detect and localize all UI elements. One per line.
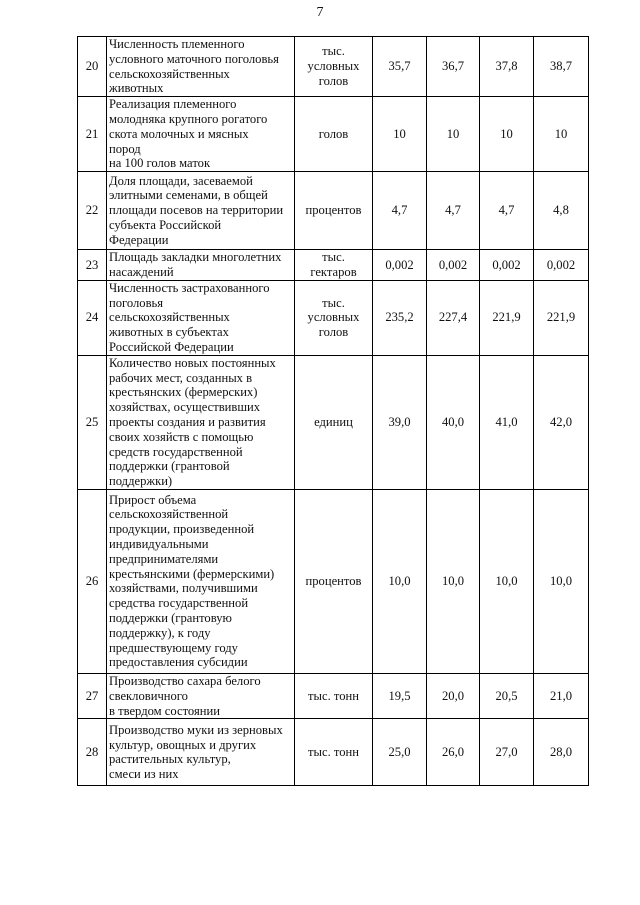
indicator-name — [107, 355, 295, 489]
indicator-value: 26,0 — [427, 719, 480, 786]
indicator-value: 10 — [427, 97, 480, 172]
unit-of-measure — [295, 97, 373, 172]
indicator-name-line: хозяйствах, осуществивших — [109, 400, 261, 415]
row-number: 23 — [78, 250, 107, 281]
row-number: 24 — [78, 280, 107, 355]
table-row — [78, 250, 589, 281]
indicator-name-line: поголовья — [109, 295, 164, 310]
indicator-name-line: животных в субъектах — [109, 325, 229, 340]
indicator-name-line: животных — [109, 81, 164, 96]
row-number: 26 — [78, 489, 107, 673]
indicator-value: 27,0 — [480, 719, 534, 786]
indicator-name-line: Федерации — [109, 232, 169, 247]
indicator-value: 227,4 — [427, 280, 480, 355]
unit-line: единиц — [314, 414, 353, 429]
unit-line: процентов — [305, 574, 362, 589]
indicator-value: 4,7 — [480, 172, 534, 250]
indicator-name-line: в твердом состоянии — [109, 703, 220, 718]
indicator-name-line: сельскохозяйственных — [109, 310, 230, 325]
unit-line: тыс. тонн — [308, 744, 359, 759]
page-number: 7 — [316, 5, 324, 20]
indicator-name-line: насаждений — [109, 264, 174, 279]
indicator-value: 20,5 — [480, 673, 534, 718]
indicator-name-line: поддержки (грантовую — [109, 611, 232, 626]
table-row — [78, 489, 589, 673]
indicator-name-line: Доля площади, засеваемой — [109, 173, 253, 188]
indicator-value: 19,5 — [373, 673, 427, 718]
indicator-value: 4,8 — [534, 172, 589, 250]
unit-line: голов — [318, 325, 349, 340]
indicator-value: 10,0 — [427, 489, 480, 673]
table-row — [78, 673, 589, 718]
indicator-name-line: Российской Федерации — [109, 339, 234, 354]
indicator-name-line: средств государственной — [109, 444, 243, 459]
indicator-value: 10,0 — [373, 489, 427, 673]
table-row — [78, 719, 589, 786]
indicator-value: 41,0 — [480, 355, 534, 489]
unit-line: тыс. — [322, 250, 345, 265]
indicator-name-line: поддержку), к году — [109, 625, 211, 640]
unit-of-measure — [295, 172, 373, 250]
indicator-value: 0,002 — [427, 250, 480, 281]
indicator-name — [107, 250, 295, 281]
indicator-name-line: культур, овощных и других — [109, 737, 257, 752]
indicator-name-line: Прирост объема — [109, 492, 197, 507]
indicator-name-line: поддержки) — [109, 474, 173, 489]
unit-of-measure — [295, 37, 373, 97]
indicator-name-line: предпринимателями — [109, 551, 219, 566]
indicator-name-line: сельскохозяйственной — [109, 507, 229, 522]
indicator-name — [107, 37, 295, 97]
row-number: 21 — [78, 97, 107, 172]
indicator-value: 4,7 — [427, 172, 480, 250]
table-row — [78, 97, 589, 172]
table-row — [78, 280, 589, 355]
unit-of-measure — [295, 719, 373, 786]
indicator-name-line: предшествующему году — [109, 640, 238, 655]
indicator-value: 221,9 — [534, 280, 589, 355]
indicator-value: 10 — [534, 97, 589, 172]
indicator-name-line: своих хозяйств с помощью — [109, 429, 254, 444]
indicator-name-line: крестьянскими (фермерскими) — [109, 566, 275, 581]
indicator-value: 38,7 — [534, 37, 589, 97]
unit-line: процентов — [305, 203, 362, 218]
table-row — [78, 37, 589, 97]
unit-of-measure — [295, 355, 373, 489]
indicator-value: 221,9 — [480, 280, 534, 355]
indicator-name-line: индивидуальными — [109, 537, 209, 552]
indicator-value: 25,0 — [373, 719, 427, 786]
unit-line: условных — [307, 59, 360, 74]
unit-line: тыс. — [322, 44, 345, 59]
indicator-name-line: хозяйствами, получившими — [109, 581, 258, 596]
indicator-value: 37,8 — [480, 37, 534, 97]
indicator-name-line: смеси из них — [109, 767, 179, 782]
indicator-value: 36,7 — [427, 37, 480, 97]
unit-of-measure — [295, 673, 373, 718]
row-number: 20 — [78, 37, 107, 97]
indicator-name-line: Численность застрахованного — [109, 280, 270, 295]
indicator-name-line: Численность племенного — [109, 37, 245, 51]
indicator-name-line: площади посевов на территории — [109, 203, 284, 218]
indicator-name-line: пород — [109, 141, 141, 156]
indicator-value: 10 — [373, 97, 427, 172]
unit-line: условных — [307, 310, 360, 325]
indicator-name-line: проекты создания и развития — [109, 414, 266, 429]
table-row — [78, 355, 589, 489]
indicator-name — [107, 280, 295, 355]
indicator-value: 0,002 — [480, 250, 534, 281]
indicator-value: 10,0 — [480, 489, 534, 673]
indicator-name-line: элитными семенами, в общей — [109, 188, 268, 203]
indicator-name-line: Площадь закладки многолетних — [109, 250, 282, 265]
indicators-table — [77, 36, 589, 786]
indicator-value: 235,2 — [373, 280, 427, 355]
indicator-value: 39,0 — [373, 355, 427, 489]
indicator-name-line: Количество новых постоянных — [109, 355, 276, 370]
indicator-name — [107, 489, 295, 673]
indicator-name-line: на 100 голов маток — [109, 156, 211, 171]
indicator-value: 20,0 — [427, 673, 480, 718]
unit-line: голов — [318, 126, 349, 141]
indicator-name — [107, 673, 295, 718]
row-number: 22 — [78, 172, 107, 250]
indicator-name-line: сельскохозяйственных — [109, 66, 230, 81]
indicator-value: 21,0 — [534, 673, 589, 718]
indicator-name-line: продукции, произведенной — [109, 522, 255, 537]
indicator-value: 10 — [480, 97, 534, 172]
indicator-value: 10,0 — [534, 489, 589, 673]
unit-line: голов — [318, 73, 349, 88]
indicator-name-line: средства государственной — [109, 596, 249, 611]
indicator-name — [107, 97, 295, 172]
indicator-name-line: скота молочных и мясных — [109, 126, 249, 141]
indicator-name-line: рабочих мест, созданных в — [109, 370, 253, 385]
indicator-name-line: свекловичного — [109, 688, 188, 703]
indicator-name-line: молодняка крупного рогатого — [109, 111, 268, 126]
unit-line: тыс. — [322, 295, 345, 310]
unit-of-measure — [295, 489, 373, 673]
indicator-name-line: субъекта Российской — [109, 218, 222, 233]
indicator-name-line: условного маточного поголовья — [109, 51, 279, 66]
indicator-value: 0,002 — [373, 250, 427, 281]
indicator-name-line: Реализация племенного — [109, 97, 237, 112]
indicator-value: 0,002 — [534, 250, 589, 281]
unit-of-measure — [295, 280, 373, 355]
indicator-value: 28,0 — [534, 719, 589, 786]
indicator-name-line: Производство муки из зерновых — [109, 722, 283, 737]
indicator-name-line: растительных культур, — [109, 752, 231, 767]
indicator-name — [107, 719, 295, 786]
indicator-value: 40,0 — [427, 355, 480, 489]
indicator-name-line: предоставления субсидии — [109, 655, 248, 670]
table-row — [78, 172, 589, 250]
unit-of-measure — [295, 250, 373, 281]
table-body — [78, 37, 589, 786]
row-number: 28 — [78, 719, 107, 786]
row-number: 25 — [78, 355, 107, 489]
row-number: 27 — [78, 673, 107, 718]
unit-line: гектаров — [310, 264, 357, 279]
unit-line: тыс. тонн — [308, 688, 359, 703]
indicator-value: 42,0 — [534, 355, 589, 489]
indicator-name-line: Производство сахара белого — [109, 673, 261, 688]
indicator-name — [107, 172, 295, 250]
indicator-name-line: поддержки (грантовой — [109, 459, 230, 474]
indicator-name-line: крестьянских (фермерских) — [109, 385, 258, 400]
indicator-value: 35,7 — [373, 37, 427, 97]
indicator-value: 4,7 — [373, 172, 427, 250]
